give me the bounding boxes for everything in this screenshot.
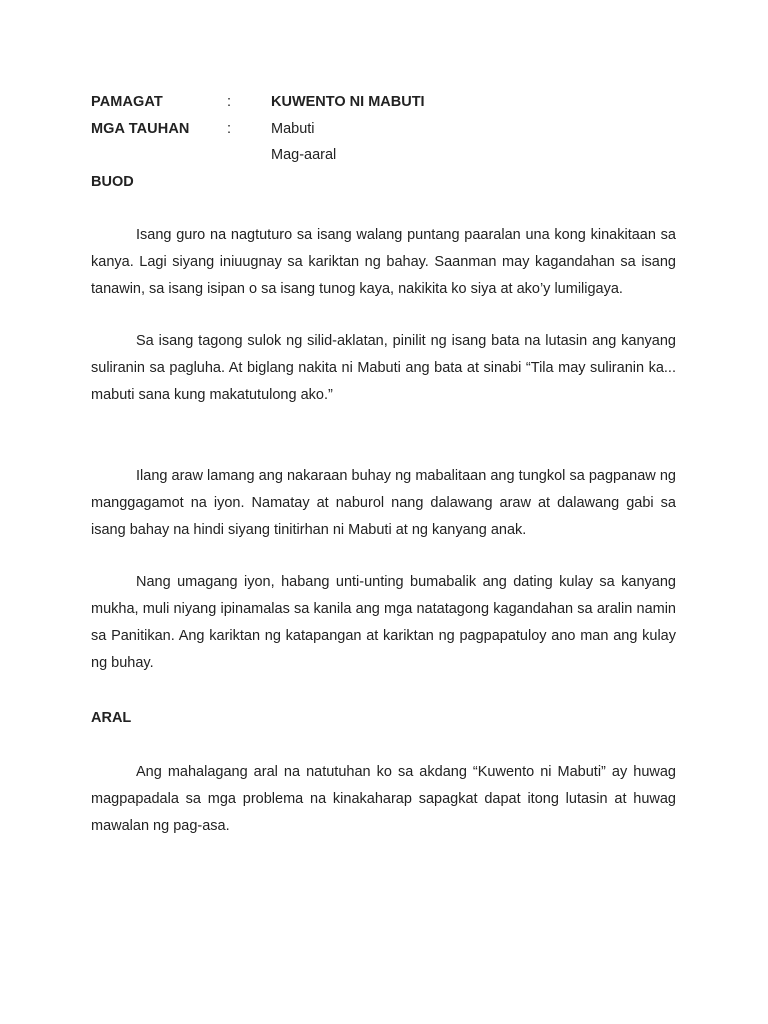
summary-heading: BUOD — [91, 174, 134, 190]
lesson-paragraph: Ang mahalagang aral na natutuhan ko sa akdang “Kuwento ni Mabuti” ay huwag magpapadala sa mga problema na kinakaharap sapagkat dapat itong lutasin at huwag mawalan ng pag-asa. — [91, 764, 676, 834]
characters-label: MGA TAUHAN — [91, 121, 190, 137]
title-label: PAMAGAT — [91, 94, 163, 110]
summary-paragraph: Sa isang tagong sulok ng silid-aklatan, pinilit ng isang bata na lutasin ang kanyang suliranin sa pagluha. At biglang nakita ni Mabuti ang bata at sinabi “Tila may suliranin ka... mabuti sana kung makatutulong ako.” — [91, 333, 676, 403]
summary-paragraph: Isang guro na nagtuturo sa isang walang puntang paaralan una kong kinakitaan sa kanya. Lagi siyang iniuugnay sa kariktan ng bahay. Saanman may kagandahan sa isang tanawin, sa isang isipan o sa isang tunog kaya, nakikita ko siya at ako’y lumiligaya. — [91, 227, 676, 297]
lesson-heading: ARAL — [91, 710, 132, 726]
characters-colon: : — [227, 121, 232, 137]
summary-paragraph: Ilang araw lamang ang nakaraan buhay ng mabalitaan ang tungkol sa pagpanaw ng manggagamot na iyon. Namatay at naburol nang dalawang araw at dalawang gabi sa isang bahay na hindi siyang tinitirhan ni Mabuti at ng kanyang anak. — [91, 468, 676, 538]
title-value: KUWENTO NI MABUTI — [271, 94, 425, 110]
character-item: Mabuti — [271, 121, 315, 137]
character-item: Mag-aaral — [271, 147, 337, 163]
title-colon: : — [227, 94, 232, 110]
summary-paragraph: Nang umagang iyon, habang unti-unting bumabalik ang dating kulay sa kanyang mukha, muli niyang ipinamalas sa kanila ang mga natatagong kagandahan sa aralin namin sa Panitikan. Ang kariktan ng katapangan at kariktan ng pagpapatuloy ano man ang kulay ng buhay. — [91, 574, 676, 671]
